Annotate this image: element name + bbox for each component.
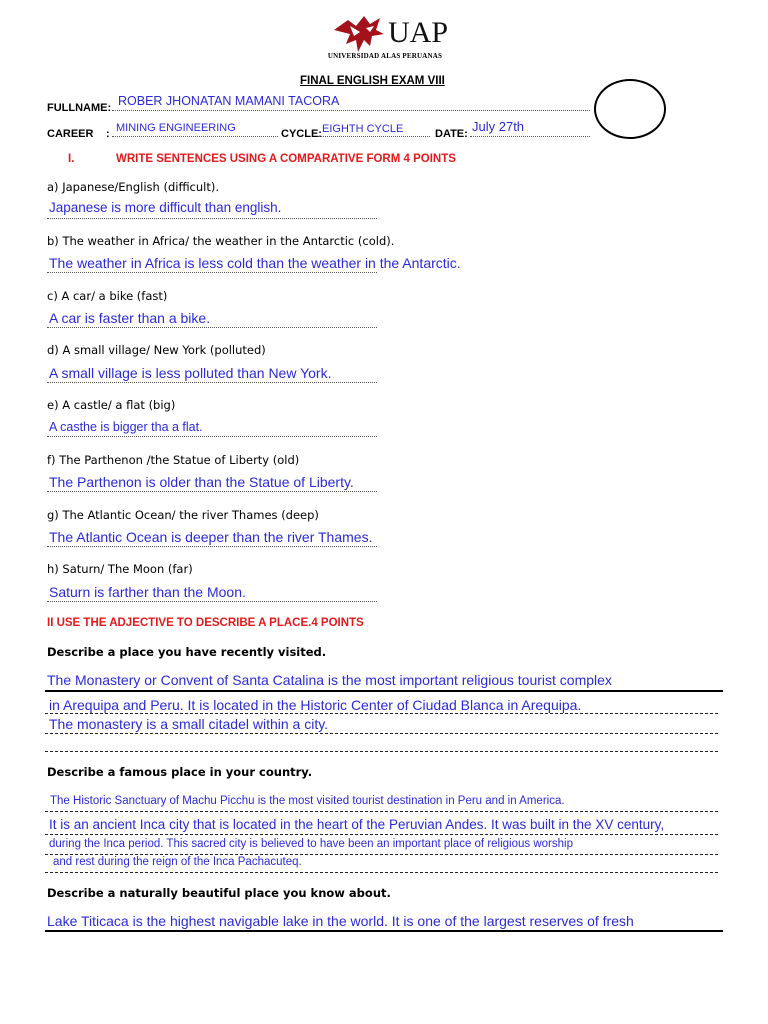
cycle-value: EIGHTH CYCLE bbox=[322, 123, 404, 135]
cycle-label: CYCLE: bbox=[281, 128, 322, 140]
recent-rule-2 bbox=[45, 713, 718, 714]
answer-line-b bbox=[47, 272, 377, 273]
famous-line-2: It is an ancient Inca city that is located in the heart of the Peruvian Andes. It was built in the XV century, bbox=[49, 817, 665, 832]
describe-famous-prompt: Describe a famous place in your country. bbox=[47, 765, 313, 779]
famous-rule-1 bbox=[45, 811, 718, 812]
famous-rule-2 bbox=[45, 834, 718, 835]
describe-natural-prompt: Describe a naturally beautiful place you know about. bbox=[47, 886, 391, 900]
section2-title: II USE THE ADJECTIVE TO DESCRIBE A PLACE.4 POINTS bbox=[47, 617, 364, 629]
question-f: f) The Parthenon /the Statue of Liberty (old) bbox=[47, 453, 300, 467]
answer-a: Japanese is more difficult than english. bbox=[49, 200, 282, 215]
answer-e: A casthe is bigger tha a flat. bbox=[49, 420, 203, 434]
answer-g: The Atlantic Ocean is deeper than the river Thames. bbox=[49, 529, 373, 545]
answer-line-f bbox=[47, 491, 377, 492]
career-label: CAREER bbox=[47, 128, 94, 140]
career-colon: : bbox=[106, 128, 110, 140]
answer-c: A car is faster than a bike. bbox=[49, 310, 211, 326]
cycle-line bbox=[318, 136, 430, 137]
career-line bbox=[112, 136, 278, 137]
question-d: d) A small village/ New York (polluted) bbox=[47, 343, 266, 357]
fullname-label: FULLNAME: bbox=[47, 102, 112, 114]
answer-line-e bbox=[47, 436, 377, 437]
natural-line-1: Lake Titicaca is the highest navigable lake in the world. It is one of the largest reserves of fresh bbox=[47, 913, 634, 929]
section1-title: WRITE SENTENCES USING A COMPARATIVE FORM 4 POINTS bbox=[116, 153, 456, 165]
question-e: e) A castle/ a flat (big) bbox=[47, 398, 176, 412]
recent-rule-1 bbox=[45, 690, 723, 692]
career-value: MINING ENGINEERING bbox=[116, 122, 236, 134]
recent-line-3: The monastery is a small citadel within a city. bbox=[49, 716, 329, 732]
recent-line-1: The Monastery or Convent of Santa Catalina is the most important religious tourist complex bbox=[47, 672, 612, 688]
answer-line-d bbox=[47, 382, 377, 383]
famous-line-3: during the Inca period. This sacred city is believed to have been an important place of religious worship bbox=[49, 838, 573, 850]
answer-line-g bbox=[47, 546, 377, 547]
answer-line-c bbox=[47, 327, 377, 328]
famous-rule-4 bbox=[45, 872, 718, 873]
exam-title: FINAL ENGLISH EXAM VIII bbox=[300, 75, 445, 87]
university-name: UNIVERSIDAD ALAS PERUANAS bbox=[327, 52, 443, 60]
date-line bbox=[470, 136, 590, 137]
question-h: h) Saturn/ The Moon (far) bbox=[47, 562, 193, 576]
recent-line-2: in Arequipa and Peru. It is located in the Historic Center of Ciudad Blanca in Arequipa. bbox=[49, 697, 582, 713]
date-value: July 27th bbox=[472, 119, 525, 134]
logo-text: UAP bbox=[388, 16, 449, 49]
describe-recent-prompt: Describe a place you have recently visited. bbox=[47, 645, 327, 659]
answer-line-a bbox=[47, 218, 377, 219]
question-c: c) A car/ a bike (fast) bbox=[47, 289, 168, 303]
recent-rule-4 bbox=[45, 751, 718, 752]
fullname-value: ROBER JHONATAN MAMANI TACORA bbox=[118, 94, 340, 108]
section1-number: I. bbox=[68, 153, 75, 165]
question-b: b) The weather in Africa/ the weather in the Antarctic (cold). bbox=[47, 234, 395, 248]
question-g: g) The Atlantic Ocean/ the river Thames (deep) bbox=[47, 508, 319, 522]
answer-b: The weather in Africa is less cold than the weather in the Antarctic. bbox=[49, 255, 461, 271]
date-label: DATE: bbox=[435, 128, 468, 140]
natural-rule-1 bbox=[45, 930, 723, 932]
famous-line-4: and rest during the reign of the Inca Pachacuteq. bbox=[53, 856, 302, 868]
famous-line-1: The Historic Sanctuary of Machu Picchu is the most visited tourist destination in Peru and in America. bbox=[50, 795, 565, 807]
recent-rule-3 bbox=[45, 733, 718, 734]
answer-line-h bbox=[47, 601, 377, 602]
famous-rule-3 bbox=[45, 854, 718, 855]
answer-h: Saturn is farther than the Moon. bbox=[49, 584, 246, 600]
grade-circle bbox=[594, 79, 666, 139]
answer-f: The Parthenon is older than the Statue of Liberty. bbox=[49, 474, 354, 490]
fullname-line bbox=[112, 110, 590, 111]
question-a: a) Japanese/English (difficult). bbox=[47, 180, 220, 194]
answer-d: A small village is less polluted than New York. bbox=[49, 365, 332, 381]
